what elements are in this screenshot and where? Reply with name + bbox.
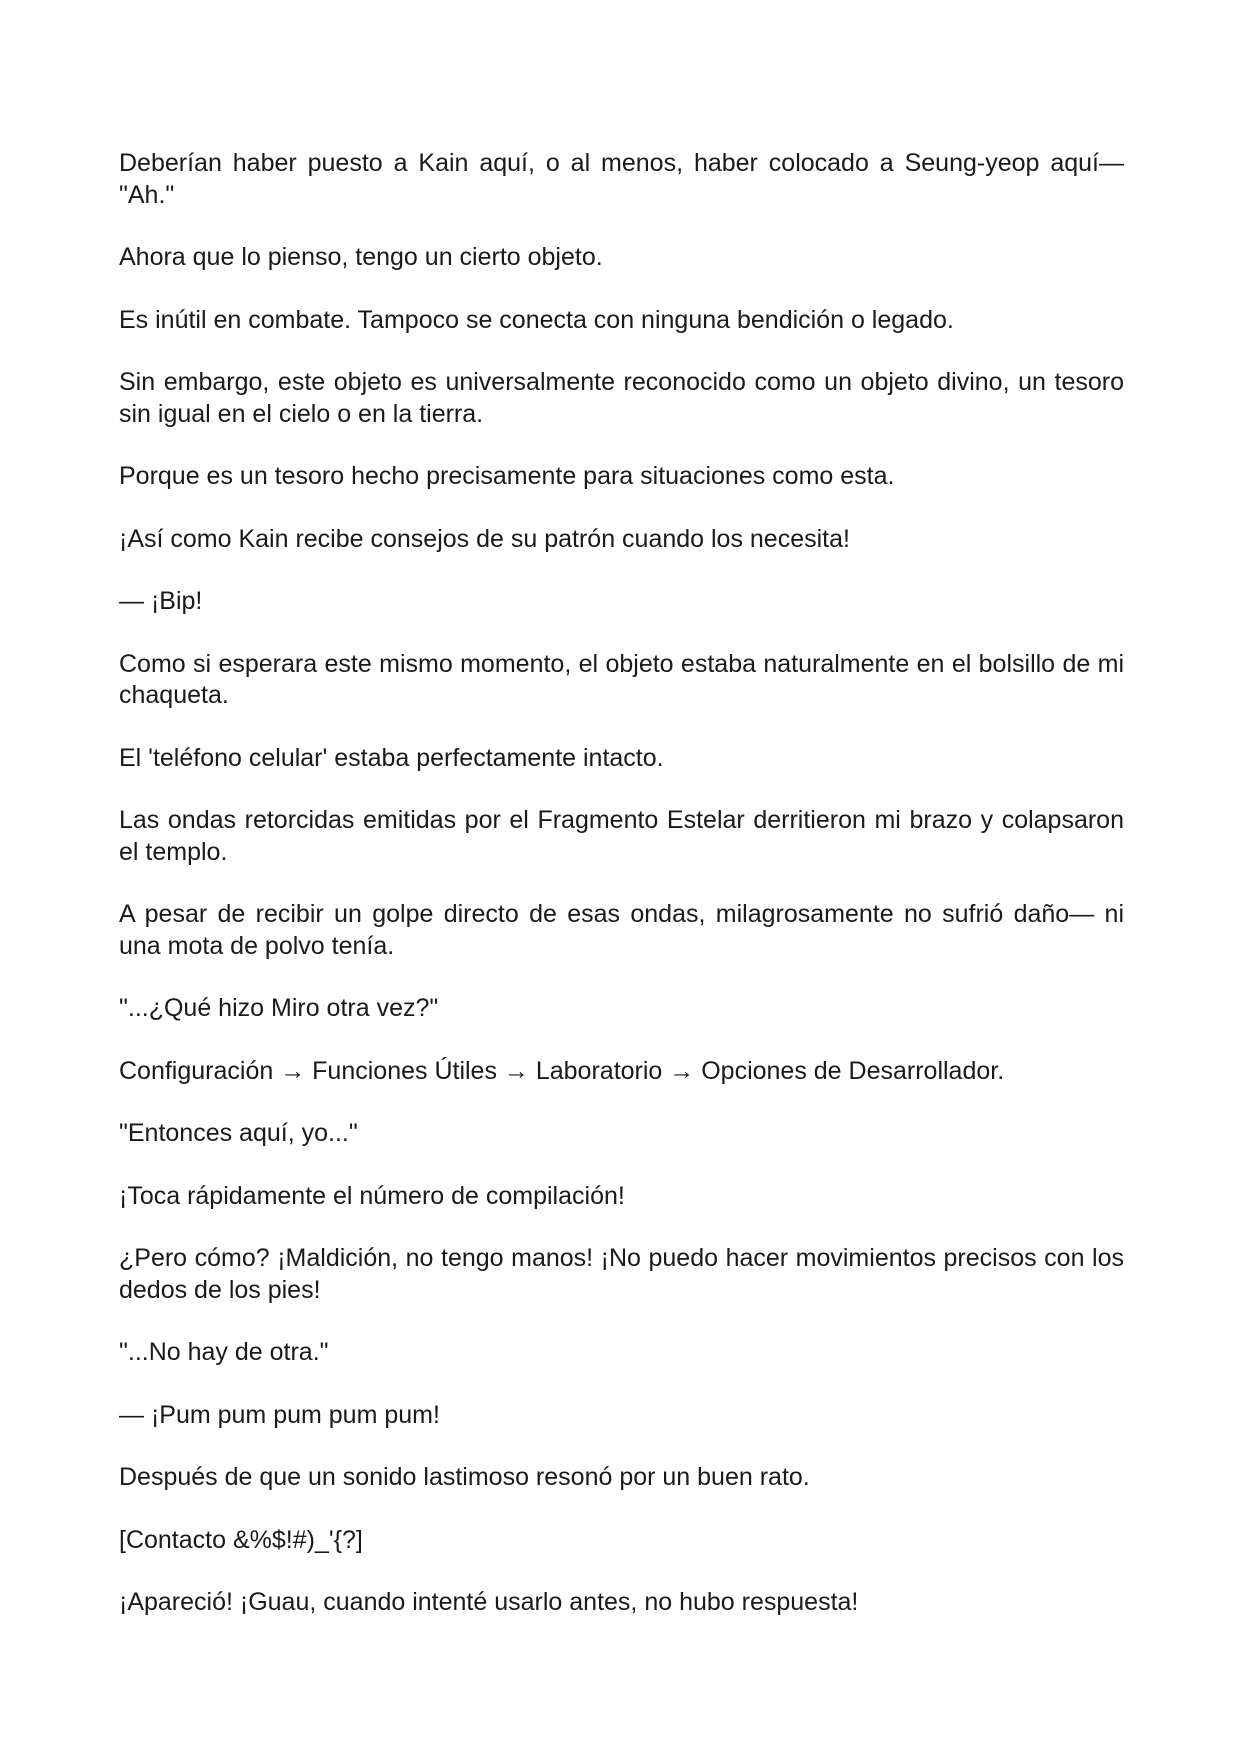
- paragraph: "...¿Qué hizo Miro otra vez?": [119, 994, 439, 1022]
- paragraph: Como si esperara este mismo momento, el objeto estaba naturalmente en el bolsillo de mi chaqueta.: [119, 649, 1124, 709]
- paragraph: Porque es un tesoro hecho precisamente para situaciones como esta.: [119, 462, 895, 490]
- paragraph: El 'teléfono celular' estaba perfectamente intacto.: [119, 743, 664, 772]
- paragraph: — ¡Bip!: [119, 587, 203, 615]
- paragraph: ¿Pero cómo? ¡Maldición, no tengo manos! ¡No puedo hacer movimientos precisos con los dedos de los pies!: [119, 1244, 1124, 1304]
- paragraph: Ahora que lo pienso, tengo un cierto objeto.: [119, 243, 603, 271]
- paragraph: Sin embargo, este objeto es universalmente reconocido como un objeto divino, un tesoro sin igual en el cielo o en la tierra.: [119, 368, 1124, 428]
- paragraph: "...No hay de otra.": [119, 1338, 329, 1366]
- paragraph: A pesar de recibir un golpe directo de esas ondas, milagrosamente no sufrió daño— ni una mota de polvo tenía.: [119, 900, 1124, 960]
- paragraph: Configuración → Funciones Útiles → Laboratorio → Opciones de Desarrollador.: [119, 1056, 1005, 1085]
- paragraph: Las ondas retorcidas emitidas por el Fragmento Estelar derritieron mi brazo y colapsaron el templo.: [119, 806, 1124, 866]
- paragraph: ¡Apareció! ¡Guau, cuando intenté usarlo antes, no hubo respuesta!: [119, 1588, 859, 1616]
- paragraph: Deberían haber puesto a Kain aquí, o al menos, haber colocado a Seung-yeop aquí— "Ah.": [119, 149, 1124, 209]
- paragraph: [Contacto &%$!#)_'{?]: [119, 1525, 363, 1554]
- paragraph: ¡Así como Kain recibe consejos de su patrón cuando los necesita!: [119, 524, 850, 553]
- paragraph: Es inútil en combate. Tampoco se conecta con ninguna bendición o legado.: [119, 305, 954, 334]
- paragraph: "Entonces aquí, yo...": [119, 1119, 358, 1147]
- paragraph: — ¡Pum pum pum pum pum!: [119, 1400, 440, 1429]
- paragraph: ¡Toca rápidamente el número de compilación!: [119, 1181, 625, 1210]
- paragraph: Después de que un sonido lastimoso resonó por un buen rato.: [119, 1463, 810, 1491]
- body-text: [119, 148, 1124, 1650]
